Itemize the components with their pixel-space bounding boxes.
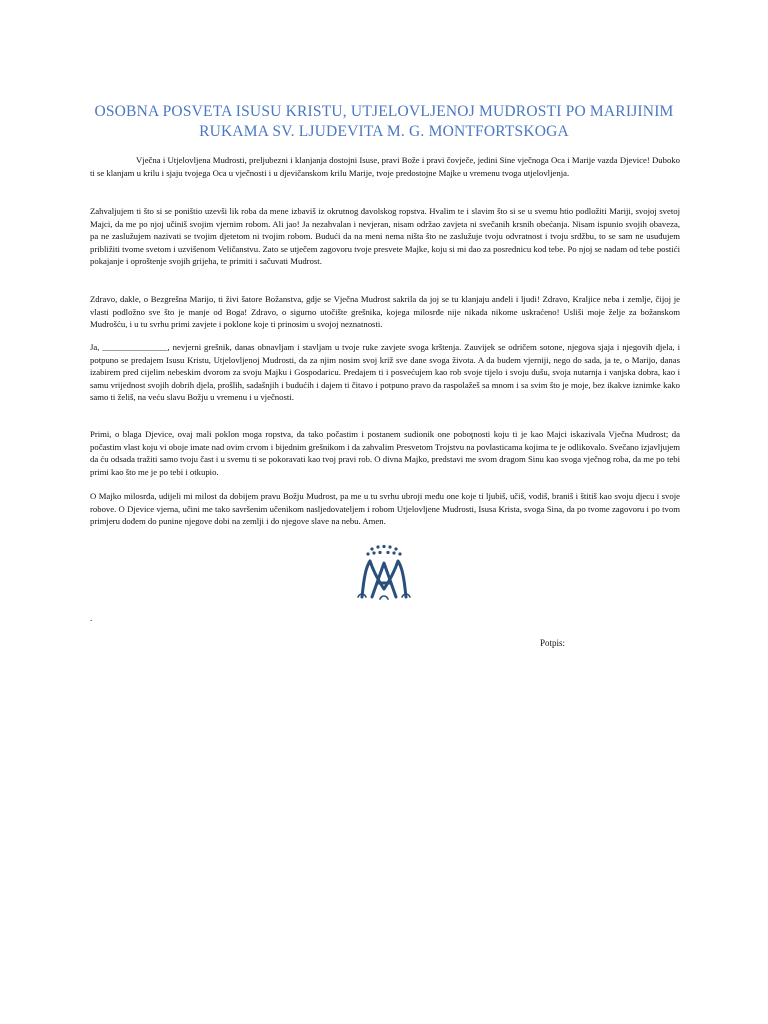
signature-label: Potpis: — [540, 638, 566, 648]
title-line-1: OSOBNA POSVETA ISUSU KRISTU, UTJELOVLJENOJ MUDROSTI PO MARIJINIM — [94, 103, 674, 121]
paragraph-closing-prayer: O Majko milosrđa, udijeli mi milost da dobijem pravu Božju Mudrost, pa me u tu svrhu ubroji među one koje ti ljubiš, učiš, vodiš, braniš i štitiš kao svoju djecu i svoje robove. O Djevice vjerna, učini me tako savršenim učenikom nasljedovateljem i robom Utjelovljene Mudrosti, Isusa Krista, svoga Sina, da po tvome zagovoru i po tvom primjeru dođem do punine njegove dobi na zemlji i do njegove slave na nebu. Amen. — [90, 491, 680, 526]
page-title — [60, 102, 708, 142]
paragraph-hail-mary: Zdravo, dakle, o Bezgrešna Marijo, ti živi šatore Božanstva, gdje se Vječna Mudrost sakrila da joj se tu klanjaju anđeli i ljudi! Zdravo, Kraljice neba i zemlje, čijoj je vlasti podložno sve što je manje od Boga! Zdravo, o sigurno utočište grešnika, kojega milosrđe nije nikada nikome uskraćeno! Usliši moje želje za božanskom Mudrošću, i u tu svrhu primi zavjete i poklone koje ti prinosim u svojoj neznatnosti. — [90, 294, 680, 329]
title-line-2: RUKAMA SV. LJUDEVITA M. G. MONTFORTSKOGA — [199, 123, 569, 141]
paragraph-offering: Primi, o blaga Djevice, ovaj mali poklon moga ropstva, da tako počastim i postanem sudionik one poboţnosti koju ti je kao Majci iskazivala Vječna Mudrost; da počastim vlast koju vi oboje imate nad ovim crvom i bijednim grešnikom i da zahvalim Presvetom Trojstvu na povlasticama kojima te je odlikovalo. Svečano izjavljujem da ću odsada tražiti samo tvoju čast i u svemu ti se pokoravati kao tvoj pravi rob. O divna Majko, predstavi me svom dragom Sinu kao svoga vječnog roba, da me po tebi primi kao što me je po tebi i otkupio. — [90, 429, 680, 477]
paragraph-invocation: Vječna i Utjelovljena Mudrosti, preljubezni i klanjanja dostojni Isuse, pravi Bože i pravi čovječe, jedini Sine vječnoga Oca i Marije vazda Djevice! Duboko ti se klanjam u krilu i sjaju tvojega Oca u vječnosti i u djevičanskom krilu Marije, tvoje predostojne Majke u vremenu tvoga utjelovljenja. — [90, 155, 680, 178]
paragraph-consecration: Ja, _______________, nevjerni grešnik, danas obnavljam i stavljam u tvoje ruke zavjete svoga krštenja. Zauvijek se odričem sotone, njegova sjaja i njegovih djela, i potpuno se predajem Isusu Kristu, Utjelovljenoj Mudrosti, da za njim nosim svoj križ sve dane svoga života. A da budem vjerniji, nego do sada, ja te, o Marijo, danas izabirem pred cijelim nebeskim dvorom za svoju Majku i Gospodaricu. Predajem ti i posvećujem kao rob svoje tijelo i svoju dušu, svoja nutarnja i vanjska dobra, kao i samu vrijednost svojih dobrih djela, prošlih, sadašnjih i budućih i dajem ti čitavo i potpuno pravo da raspolažeš sa mnom i sa svim što je moje, bez ikakve iznimke kako samo ti želiš, na veću slavu Božju u vremenu i u vječnosti. — [90, 342, 680, 402]
stray-dot: . — [90, 613, 93, 623]
marian-monogram-icon — [352, 543, 416, 603]
paragraph-thanksgiving: Zahvaljujem ti što si se poništio uzevši lik roba da mene izbaviš iz okrutnog đavolskog ropstva. Hvalim te i slavim što si se u svemu htio podložiti Mariji, svojoj svetoj Majci, da me po njoj učiniš svojim vjernim robom. Ali jao! Ja nezahvalan i nevjeran, nisam održao zavjeta ni svečanih krsnih obećanja. Nisam ispunio svojih obaveza, pa ne zaslužujem nazivati se tvojim djetetom ni tvojim robom. Budući da na meni nema ništa što ne zaslužuje tvoju odvratnost i tvoju srdžbu, to se sam ne usuđujem približiti tvome svetom i uzvišenom Veličanstvu. Zato se utječem zagovoru tvoje presvete Majke, koju si mi dao za posrednicu kod tebe. Po njoj se nadam od tebe postići pokajanje i oproštenje svojih grijeha, te primiti i sačuvati Mudrost. — [90, 206, 680, 266]
